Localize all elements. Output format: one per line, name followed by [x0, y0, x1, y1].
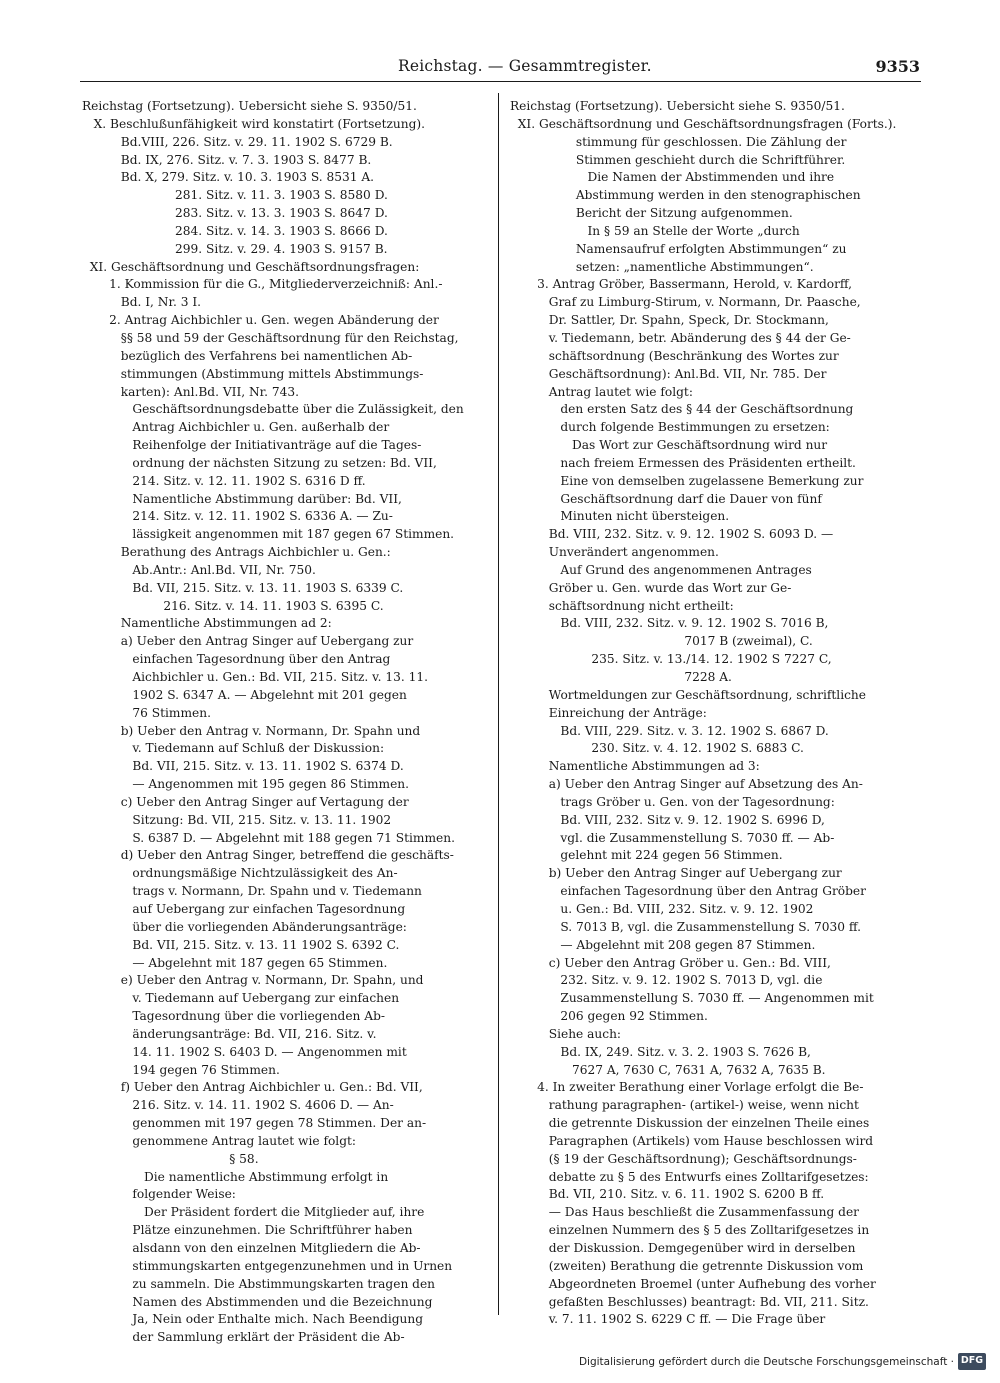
register-line: — Abgelehnt mit 187 gegen 65 Stimmen.: [82, 955, 388, 970]
register-line: Bd. VIII, 232. Sitz. v. 9. 12. 1902 S. 7016 B,: [510, 616, 829, 631]
register-line: setzen: „namentliche Abstimmungen“.: [510, 259, 814, 274]
register-line: Das Wort zur Geschäftsordnung wird nur: [510, 438, 828, 453]
register-line: Namensaufruf erfolgten Abstimmungen“ zu: [510, 241, 847, 256]
register-line: 2. Antrag Aichbichler u. Gen. wegen Abänderung der: [82, 313, 439, 328]
register-line: — Abgelehnt mit 208 gegen 87 Stimmen.: [510, 937, 816, 952]
register-line: c) Ueber den Antrag Gröber u. Gen.: Bd. VIII,: [510, 955, 831, 970]
register-line: auf Uebergang zur einfachen Tagesordnung: [82, 901, 406, 916]
register-line: Namentliche Abstimmungen ad 2:: [82, 616, 332, 631]
register-line: Ja, Nein oder Enthalte mich. Nach Beendigung: [82, 1312, 424, 1327]
register-line: genommen mit 197 gegen 78 Stimmen. Der an-: [82, 1116, 427, 1131]
register-line: Geschäftsordnung darf die Dauer von fünf: [510, 491, 822, 506]
register-line: 3. Antrag Gröber, Bassermann, Herold, v. Kardorff,: [510, 277, 853, 292]
register-line: Siehe auch:: [510, 1026, 622, 1041]
register-line: a) Ueber den Antrag Singer auf Absetzung des An-: [510, 777, 863, 792]
register-line: Bd. VII, 215. Sitz. v. 13. 11 1902 S. 6392 C.: [82, 937, 400, 952]
register-line: ordnungsmäßige Nichtzulässigkeit des An-: [82, 866, 398, 881]
register-line: 7627 A, 7630 C, 7631 A, 7632 A, 7635 B.: [510, 1062, 826, 1077]
register-line: über die vorliegenden Abänderungsanträge:: [82, 919, 407, 934]
register-line: 216. Sitz. v. 14. 11. 1902 S. 4606 D. — An-: [82, 1098, 394, 1113]
left-column: [82, 98, 488, 1347]
register-line: gefaßten Beschlusses) beantragt: Bd. VII, 211. Sitz.: [510, 1294, 869, 1309]
register-line: — Angenommen mit 195 gegen 86 Stimmen.: [82, 777, 410, 792]
right-column: [510, 98, 920, 1329]
register-line: 14. 11. 1902 S. 6403 D. — Angenommen mit: [82, 1044, 407, 1059]
register-line: 232. Sitz. v. 9. 12. 1902 S. 7013 D, vgl. die: [510, 973, 823, 988]
register-line: Bd. VIII, 232. Sitz. v. 9. 12. 1902 S. 6093 D. —: [510, 527, 834, 542]
register-line: Minuten nicht übersteigen.: [510, 509, 730, 524]
register-line: Geschäftsordnung): Anl.Bd. VII, Nr. 785. Der: [510, 366, 827, 381]
register-line: Antrag lautet wie folgt:: [510, 384, 693, 399]
register-line: §§ 58 und 59 der Geschäftsordnung für den Reichstag,: [82, 330, 459, 345]
register-line: (zweiten) Berathung die getrennte Diskussion vom: [510, 1258, 864, 1273]
register-line: v. 7. 11. 1902 S. 6229 C ff. — Die Frage über: [510, 1312, 826, 1327]
register-line: 7228 A.: [510, 670, 732, 684]
register-line: einzelnen Nummern des § 5 des Zolltarifgesetzes in: [510, 1223, 870, 1238]
register-line: einfachen Tagesordnung über den Antrag: [82, 652, 391, 667]
register-line: Gröber u. Gen. wurde das Wort zur Ge-: [510, 580, 792, 595]
register-line: 4. In zweiter Berathung einer Vorlage erfolgt die Be-: [510, 1080, 864, 1095]
register-line: stimmungen (Abstimmung mittels Abstimmungs-: [82, 366, 424, 381]
register-line: Dr. Sattler, Dr. Spahn, Speck, Dr. Stockmann,: [510, 313, 829, 328]
register-line: 283. Sitz. v. 13. 3. 1903 S. 8647 D.: [82, 206, 388, 221]
register-line: v. Tiedemann auf Uebergang zur einfachen: [82, 991, 400, 1006]
register-line: Ab.Antr.: Anl.Bd. VII, Nr. 750.: [82, 562, 316, 577]
register-line: Reichstag (Fortsetzung). Uebersicht siehe S. 9350/51.: [82, 99, 417, 113]
funding-note: Digitalisierung gefördert durch die Deutsche Forschungsgemeinschaft ·: [578, 1356, 954, 1368]
register-line: b) Ueber den Antrag Singer auf Uebergang zur: [510, 866, 842, 881]
register-line: den ersten Satz des § 44 der Geschäftsordnung: [510, 402, 854, 417]
register-line: durch folgende Bestimmungen zu ersetzen:: [510, 420, 830, 435]
register-line: (§ 19 der Geschäftsordnung); Geschäftsordnungs-: [510, 1151, 857, 1166]
register-line: § 58.: [82, 1151, 259, 1166]
register-line: Berathung des Antrags Aichbichler u. Gen.:: [82, 545, 391, 560]
register-line: Der Präsident fordert die Mitglieder auf, ihre: [82, 1205, 425, 1220]
register-line: v. Tiedemann auf Schluß der Diskussion:: [82, 741, 385, 756]
register-line: 284. Sitz. v. 14. 3. 1903 S. 8666 D.: [82, 223, 388, 238]
register-line: Bd. VII, 215. Sitz. v. 13. 11. 1903 S. 6339 C.: [82, 580, 404, 595]
register-line: Aichbichler u. Gen.: Bd. VII, 215. Sitz. v. 13. 11.: [82, 670, 429, 684]
register-line: Plätze einzunehmen. Die Schriftführer haben: [82, 1223, 413, 1238]
running-header-title: Reichstag. — Gesammtregister.: [398, 57, 652, 75]
register-line: Bd.VIII, 226. Sitz. v. 29. 11. 1902 S. 6729 B.: [82, 134, 393, 149]
register-line: schäftsordnung (Beschränkung des Wortes zur: [510, 348, 839, 363]
register-line: a) Ueber den Antrag Singer auf Uebergang zur: [82, 634, 414, 649]
register-line: ordnung der nächsten Sitzung zu setzen: Bd. VII,: [82, 455, 437, 470]
register-line: Auf Grund des angenommenen Antrages: [510, 562, 812, 577]
register-line: änderungsanträge: Bd. VII, 216. Sitz. v.: [82, 1026, 377, 1041]
register-line: Namentliche Abstimmung darüber: Bd. VII,: [82, 491, 402, 506]
register-line: S. 7013 B, vgl. die Zusammenstellung S. 7030 ff.: [510, 919, 861, 934]
register-line: S. 6387 D. — Abgelehnt mit 188 gegen 71 Stimmen.: [82, 830, 455, 845]
register-line: Bd. X, 279. Sitz. v. 10. 3. 1903 S. 8531 A.: [82, 170, 375, 185]
register-line: 7017 B (zweimal), C.: [510, 634, 813, 649]
register-line: gelehnt mit 224 gegen 56 Stimmen.: [510, 848, 783, 863]
register-line: Wortmeldungen zur Geschäftsordnung, schriftliche: [510, 687, 866, 702]
register-line: Tagesordnung über die vorliegenden Ab-: [82, 1009, 385, 1024]
register-line: nach freiem Ermessen des Präsidenten ertheilt.: [510, 455, 856, 470]
register-line: der Sammlung erklärt der Präsident die Ab-: [82, 1330, 405, 1345]
register-line: Namen des Abstimmenden und die Bezeichnung: [82, 1294, 433, 1309]
register-line: 214. Sitz. v. 12. 11. 1902 S. 6316 D ff.: [82, 473, 366, 488]
register-line: bezüglich des Verfahrens bei namentlichen Ab-: [82, 348, 413, 363]
register-line: schäftsordnung nicht ertheilt:: [510, 598, 734, 613]
register-line: XI. Geschäftsordnung und Geschäftsordnungsfragen (Forts.).: [510, 116, 897, 131]
register-line: Geschäftsordnungsdebatte über die Zulässigkeit, den: [82, 402, 464, 417]
register-line: karten): Anl.Bd. VII, Nr. 743.: [82, 384, 300, 399]
register-line: v. Tiedemann, betr. Abänderung des § 44 der Ge-: [510, 330, 851, 345]
register-line: 76 Stimmen.: [82, 705, 211, 720]
dfg-logo-text: DFG: [960, 1355, 984, 1366]
register-line: d) Ueber den Antrag Singer, betreffend die geschäfts-: [82, 848, 454, 863]
register-line: In § 59 an Stelle der Worte „durch: [510, 223, 800, 238]
register-line: Die namentliche Abstimmung erfolgt in: [82, 1169, 389, 1184]
register-line: 216. Sitz. v. 14. 11. 1903 S. 6395 C.: [82, 598, 384, 613]
register-line: Die Namen der Abstimmenden und ihre: [510, 170, 835, 185]
register-line: 281. Sitz. v. 11. 3. 1903 S. 8580 D.: [82, 188, 388, 203]
register-line: der Diskussion. Demgegenüber wird in derselben: [510, 1241, 856, 1255]
register-line: Bd. VII, 210. Sitz. v. 6. 11. 1902 S. 6200 B ff.: [510, 1187, 825, 1202]
register-line: stimmungskarten entgegenzunehmen und in Urnen: [82, 1258, 453, 1273]
register-line: 206 gegen 92 Stimmen.: [510, 1009, 708, 1024]
register-line: debatte zu § 5 des Entwurfs eines Zolltarifgesetzes:: [510, 1169, 869, 1184]
register-line: Stimmen geschieht durch die Schriftführer.: [510, 152, 846, 167]
register-line: Abgeordneten Broemel (unter Aufhebung des vorher: [510, 1276, 876, 1291]
register-line: Bd. I, Nr. 3 I.: [82, 295, 202, 310]
register-line: Bd. VIII, 229. Sitz. v. 3. 12. 1902 S. 6867 D.: [510, 723, 829, 738]
register-line: 1. Kommission für die G., Mitgliederverzeichniß: Anl.-: [82, 277, 443, 292]
register-line: X. Beschlußunfähigkeit wird konstatirt (Fortsetzung).: [82, 116, 426, 131]
register-line: rathung paragraphen- (artikel-) weise, wenn nicht: [510, 1098, 859, 1113]
register-line: alsdann von den einzelnen Mitgliedern die Ab-: [82, 1241, 421, 1255]
register-line: Bd. VII, 215. Sitz. v. 13. 11. 1902 S. 6374 D.: [82, 759, 404, 774]
register-line: Reichstag (Fortsetzung). Uebersicht siehe S. 9350/51.: [510, 99, 845, 113]
dfg-logo: [958, 1353, 986, 1370]
register-line: Namentliche Abstimmungen ad 3:: [510, 759, 760, 774]
register-line: Abstimmung werden in den stenographischen: [510, 188, 861, 203]
register-line: 299. Sitz. v. 29. 4. 1903 S. 9157 B.: [82, 241, 388, 256]
register-line: Antrag Aichbichler u. Gen. außerhalb der: [82, 420, 390, 435]
register-line: — Das Haus beschließt die Zusammenfassung der: [510, 1205, 860, 1220]
register-line: Sitzung: Bd. VII, 215. Sitz. v. 13. 11. 1902: [82, 812, 392, 827]
register-line: Bd. IX, 276. Sitz. v. 7. 3. 1903 S. 8477 B.: [82, 152, 372, 167]
register-line: einfachen Tagesordnung über den Antrag Gröber: [510, 884, 866, 899]
register-line: genommene Antrag lautet wie folgt:: [82, 1133, 357, 1148]
register-line: 235. Sitz. v. 13./14. 12. 1902 S 7227 C,: [510, 652, 832, 667]
register-line: c) Ueber den Antrag Singer auf Vertagung der: [82, 794, 409, 809]
register-line: stimmung für geschlossen. Die Zählung der: [510, 134, 847, 149]
register-line: Graf zu Limburg-Stirum, v. Normann, Dr. Paasche,: [510, 295, 861, 310]
register-line: XI. Geschäftsordnung und Geschäftsordnungsfragen:: [82, 259, 420, 274]
register-line: Bd. IX, 249. Sitz. v. 3. 2. 1903 S. 7626 B,: [510, 1044, 811, 1059]
register-line: vgl. die Zusammenstellung S. 7030 ff. — Ab-: [510, 830, 835, 845]
register-line: Bericht der Sitzung aufgenommen.: [510, 206, 793, 221]
register-line: 214. Sitz. v. 12. 11. 1902 S. 6336 A. — Zu-: [82, 509, 393, 524]
register-line: trags Gröber u. Gen. von der Tagesordnung:: [510, 794, 835, 809]
register-line: trags v. Normann, Dr. Spahn und v. Tiedemann: [82, 884, 422, 899]
register-line: 1902 S. 6347 A. — Abgelehnt mit 201 gegen: [82, 687, 407, 702]
register-line: folgender Weise:: [82, 1187, 236, 1202]
register-line: f) Ueber den Antrag Aichbichler u. Gen.: Bd. VII,: [82, 1080, 423, 1095]
register-line: u. Gen.: Bd. VIII, 232. Sitz. v. 9. 12. 1902: [510, 901, 814, 916]
header-rule: [80, 81, 921, 82]
register-line: Einreichung der Anträge:: [510, 705, 707, 720]
column-divider: [498, 93, 499, 1315]
register-line: lässigkeit angenommen mit 187 gegen 67 Stimmen.: [82, 527, 455, 542]
register-line: Paragraphen (Artikels) vom Hause beschlossen wird: [510, 1133, 874, 1148]
register-line: 230. Sitz. v. 4. 12. 1902 S. 6883 C.: [510, 741, 804, 756]
register-line: Unverändert angenommen.: [510, 545, 719, 560]
register-line: Eine von demselben zugelassene Bemerkung zur: [510, 473, 864, 488]
register-line: die getrennte Diskussion der einzelnen Theile eines: [510, 1116, 870, 1131]
register-line: Bd. VIII, 232. Sitz v. 9. 12. 1902 S. 6996 D,: [510, 812, 825, 827]
register-line: Reihenfolge der Initiativanträge auf die Tages-: [82, 438, 422, 453]
register-line: zu sammeln. Die Abstimmungskarten tragen den: [82, 1276, 436, 1291]
register-line: 194 gegen 76 Stimmen.: [82, 1062, 280, 1077]
page-number: 9353: [875, 57, 920, 76]
register-line: Zusammenstellung S. 7030 ff. — Angenommen mit: [510, 991, 874, 1006]
register-line: b) Ueber den Antrag v. Normann, Dr. Spahn und: [82, 723, 421, 738]
register-line: e) Ueber den Antrag v. Normann, Dr. Spahn, und: [82, 973, 424, 988]
